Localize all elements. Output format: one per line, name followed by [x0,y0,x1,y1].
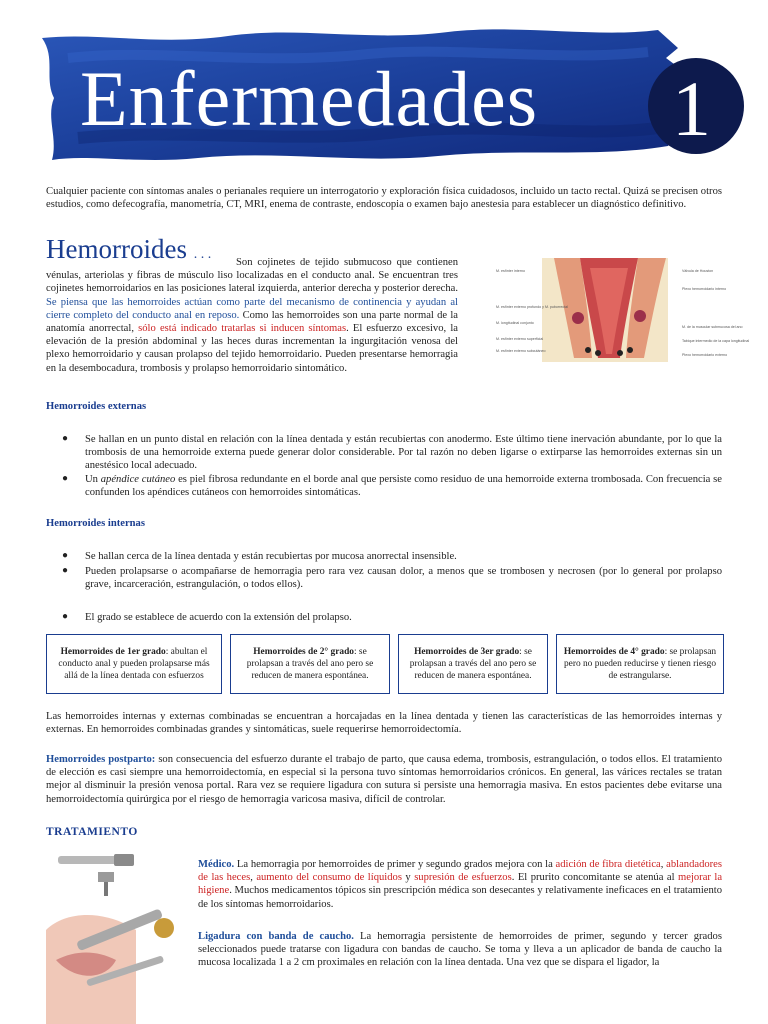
hemorroides-highlight-blue: Se piensa que las hemorroides actúan como parte del mecanismo de continencia y ayudan al cierre completo del conducto anal en reposo. [46,296,458,321]
bullet-dot: ● [62,433,69,444]
illus-label-left-3: M. longitudinal conjunto [496,321,534,325]
grade-2-title: Hemorroides de 2° grado [253,647,354,657]
bullet-dot: ● [62,611,69,622]
heading-dots: . . . [193,247,212,262]
combinadas-paragraph: Las hemorroides internas y externas combinadas se encuentran a horcajadas en la línea dentada y tienen las características de las hemorroides internas y externas. En hemorroides combinadas grandes y sintomáticas, suele requerirse hemorroidectomía. [46,711,722,736]
page-title: Enfermedades [80,55,539,142]
bullet-dot: ● [62,473,69,484]
grade-1-title: Hemorroides de 1er grado [60,647,166,657]
postparto-title: Hemorroides postparto: [46,754,156,765]
subheading-externas: Hemorroides externas [46,401,147,412]
grade-1-text: : abultan el conducto anal y pueden prolapsarse más allá de la línea dentada con esfuerzos [58,647,210,681]
medico-red-4: supresión de esfuerzos [414,872,512,884]
medico-text-3: . Muchos medicamentos tópicos sin prescripción médica son desecantes y relativamente ineficaces en el tratamiento de los síntomas hemorroidarios. [198,885,722,910]
rubber-band-ligator-illustration [46,850,186,1024]
grade-4-text: : se prolapsan pero no pueden reducirse y tienen riesgo de estrangularse. [563,647,717,681]
grade-box-1 [46,634,222,694]
ligadura-text: La hemorragia persistente de hemorroides de primer, segundo y tercer grados seleccionados puede tratarse con ligadura con bandas de caucho. Se toma y lleva a un aplicador de banda de caucho la mucosa localizada 1 a 2 cm proximales en relación con la línea dentada. Una vez que se dispara el ligador, la [198,931,722,969]
hemorroides-text-1: Son cojinetes de tejido submucoso que contienen vénulas, arteriolas y fibras de músculo liso localizadas en el conducto anal. Se encuentran tres cojinetes hemorroidarios en las posiciones lateral izquierda, anterior derecha y posterior derecha. [46,257,458,295]
internas-bullet-1: Se hallan cerca de la línea dentada y están recubiertas por mucosa anorrectal insensible. [85,551,457,562]
medico-red-3: aumento del consumo de líquidos [256,872,402,884]
medico-red-5: mejorar la higiene [198,872,723,897]
medico-red-2: ablandadores de las heces [198,859,723,884]
hemorroides-text-3: . El esfuerzo excesivo, la elevación de la presión abdominal y las heces duras incrementan la ingurgitación venosa del plexo hemorroidario y causan prolapso del tejido hemorroidario. Pueden presentarse hemorragia en la desembocadura, trombosis y prolapso hemorroidario sintomático. [46,323,458,374]
medico-text-1: La hemorragia por hemorroides de primer y segundo grados mejora con la [236,859,553,870]
chapter-number: 1 [672,65,711,152]
illus-label-right-2: Plexo hemorroidario interno [682,287,727,291]
hemorroides-text-2: Como las hemorroides son una parte normal de la anatomía anorrectal, [46,309,458,335]
externas-bullet-1: Se hallan en un punto distal en relación con la línea dentada y están recubiertas con anodermo. Este último tiene inervación abundante, por lo que la trombosis de una hemorroide externa puede generar dolor considerable. Por tal razón no deben ligarse o extirparse las hemorroides externas sin un anestésico local adecuado. [85,434,722,472]
bullet-dot: ● [62,565,69,576]
grade-2-text: : se prolapsan a través del ano pero se reducen de manera espontánea. [246,647,374,681]
externas-bullet-2-pre: Un [85,474,98,485]
subheading-internas: Hemorroides internas [46,518,145,529]
illus-label-left-5: M. esfínter externo subcutáneo [496,349,546,353]
postparto-paragraph [46,753,722,806]
illus-label-right-3: M. de la muscular submucosa del ano [682,325,743,329]
ligadura-paragraph [198,930,722,970]
illus-label-right-5: Plexo hemorroidario externo [682,353,728,357]
anal-canal-anatomy-illustration [494,258,750,362]
intro-paragraph: Cualquier paciente con síntomas anales o perianales requiere un interrogatorio y exploración física cuidadosos, incluido un tacto rectal. Quizá se precisen otros estudios, como defecografía, manometría, CT, MRI, enema de contraste, endoscopia o examen bajo anestesia para establecer un diagnóstico definitivo. [46,186,722,211]
illus-label-right-1: Válvula de Houston [682,269,714,273]
grade-box-3 [398,634,548,694]
internas-bullet-2: Pueden prolapsarse o acompañarse de hemorragia pero rara vez causan dolor, a menos que se trombosen y necrosen (por lo general por prolapso grave, incarceración, estrangulación, o todos ellos). [85,566,722,591]
ligadura-title: Ligadura con banda de caucho. [198,931,354,942]
postparto-text: son consecuencia del esfuerzo durante el trabajo de parto, que causa edema, trombosis, estrangulación, o todos ellos. El tratamiento de elección es casi siempre una hemorroidectomía, en especial si la persona tuvo síntomas hemorroidarios crónicos. En general, las várices rectales se tratan mejor al disminuir la presión venosa portal. Rara vez se requiere ligadura con sutura si persiste una hemorragia masiva. En estos pacientes debe evitarse una hemorroidectomía quirúrgica por el riesgo de hemorragia varicosa masiva, difícil de controlar. [46,754,722,805]
externas-bullet-2-term: apéndice cutáneo [100,474,176,485]
medico-paragraph: Médico. La hemorragia por hemorroides de primer y segundo grados mejora con la adición de fibra dietética, ablandadores de las heces, aumento del consumo de líquidos y supresión de esfuerzos. El prurito concomitante se atenúa al mejorar la higiene. Muchos medicamentos tópicos sin prescripción médica son desecantes y relativamente ineficaces en el tratamiento de los síntomas hemorroidarios. [198,859,723,910]
externas-bullet-2 [85,473,722,499]
grade-4-title: Hemorroides de 4° grado [563,647,665,657]
hemorroides-heading-text: Hemorroides [46,234,187,264]
bullet-dot: ● [62,550,69,561]
section-heading-tratamiento: TRATAMIENTO [46,826,138,838]
externas-bullet-2-post: es piel fibrosa redundante en el borde anal que persiste como residuo de una hemorroide externa trombosada. Con frecuencia se confunden los apéndices cutáneos con hemorroides sintomáticas. [85,474,722,499]
medico-red-1: adición de fibra dietética [555,859,661,870]
illus-label-left-4: M. esfínter externo superficial [496,337,544,341]
internas-bullet-3: El grado se establece de acuerdo con la extensión del prolapso. [85,612,352,623]
medico-text-2: . El prurito concomitante se atenúa al [511,872,675,884]
illus-label-left-2: M. esfínter externo profundo y M. puborrectal [496,305,568,309]
illus-label-left-1: M. esfínter interno [496,269,525,273]
grade-3-text: : se prolapsan a través del ano pero se reducen de manera espontánea. [409,647,537,681]
medico-title: Médico. [198,859,235,870]
grade-3-title: Hemorroides de 3er grado [414,647,520,657]
grade-box-4 [556,634,724,694]
hemorroides-paragraph [46,256,458,375]
hemorroides-highlight-red: sólo está indicado tratarlas si inducen síntomas [138,323,347,335]
grade-box-2 [230,634,390,694]
illus-label-right-4: Tabique intermedio de la capa longitudinal [682,339,750,343]
medico-y: y [405,872,411,884]
